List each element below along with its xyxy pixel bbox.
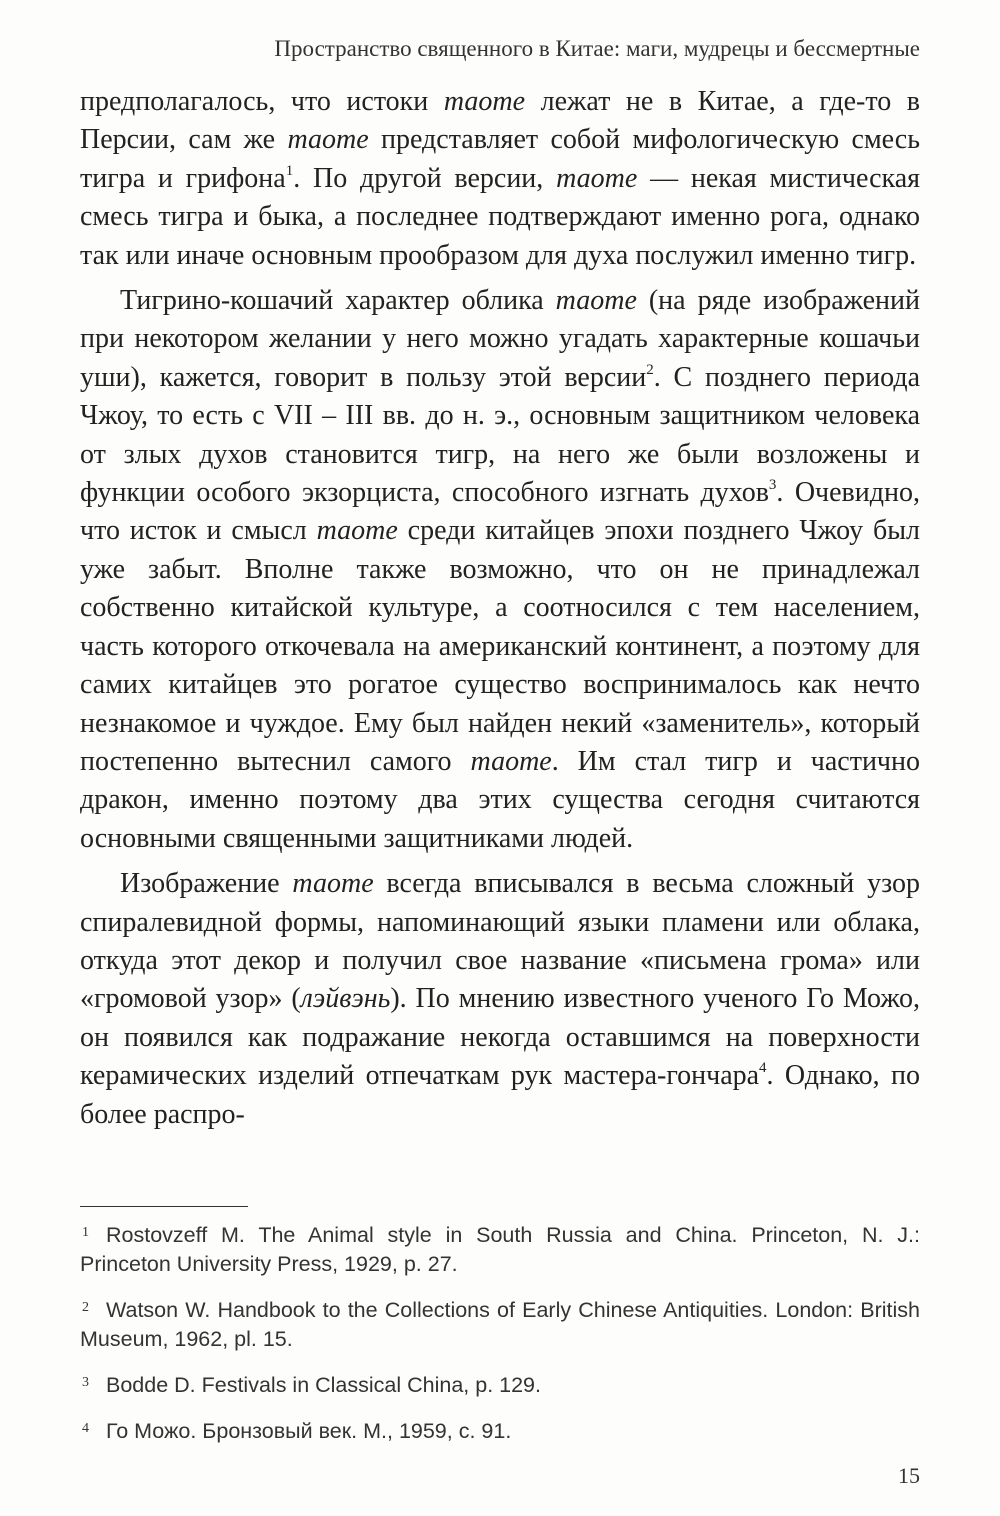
italic-term: лэйвэнь xyxy=(300,983,391,1015)
footnote-ref: 2 xyxy=(646,361,654,378)
italic-term: таоте xyxy=(443,86,526,117)
paragraph-3 xyxy=(80,865,920,1134)
footnote-number: 2 xyxy=(82,1300,89,1315)
italic-term: таоте xyxy=(555,285,637,317)
footnote-text: Bodde D. Festivals in Classical China, p. 129. xyxy=(106,1373,541,1397)
text-run: представляет собой мифологическую смесь тигра и грифона xyxy=(80,124,920,194)
footnote-ref: 3 xyxy=(768,477,777,494)
footnote-4 xyxy=(80,1414,920,1446)
footnote-number: 4 xyxy=(82,1421,89,1436)
italic-term: таоте xyxy=(292,868,374,900)
footnote-text: Watson W. Handbook to the Collections of Early Chinese Antiquities. London: British Museum, 1962, pl. 15. xyxy=(80,1298,920,1351)
text-run: . С позднего периода Чжоу, то есть с VII – III вв. до н. э., основным защитником человека от злых духов становится тигр, на него же были возложены и функции особого экзорциста, способного изгнать духов xyxy=(80,361,920,509)
text-run: . Очевидно, что исток и смысл xyxy=(80,477,920,547)
text-run: ). По мнению известного ученого Го Можо, он появился как подражание некогда оставшимся на поверхности керамических изделий отпечаткам рук мастера-гончара xyxy=(80,983,921,1092)
italic-term: таоте xyxy=(556,162,638,194)
footnote-2 xyxy=(80,1293,920,1354)
text-run: . Однако, по более распро- xyxy=(80,1060,920,1130)
footnote-text: Го Можо. Бронзовый век. М., 1959, с. 91. xyxy=(106,1419,512,1443)
text-run: среди китайцев эпохи позднего Чжоу был уже забыт. Вполне также возможно, что он не принадлежал собственно китайской культуре, а соотносился с тем населением, часть которого откочевала на американский континент, а поэтому для самих китайцев это рогатое существо воспринималось как нечто незнакомое и чуждое. Ему был найден некий «заменитель», который постепенно вытеснил самого xyxy=(80,515,920,777)
paragraph-1 xyxy=(80,83,920,275)
footnote-number: 1 xyxy=(82,1225,89,1240)
text-run: лежат не в Китае, а где-то в Персии, сам же xyxy=(80,86,921,156)
text-run: . По другой версии, xyxy=(293,162,557,194)
text-run: Тигрино-кошачий характер облика xyxy=(120,285,556,317)
italic-term: таоте xyxy=(316,515,398,547)
text-run: предполагалось, что истоки xyxy=(80,86,444,117)
footnote-number: 3 xyxy=(82,1375,89,1390)
footnote-ref: 4 xyxy=(759,1060,767,1077)
footnotes xyxy=(80,1218,920,1460)
footnote-ref: 1 xyxy=(285,162,294,179)
italic-term: таоте xyxy=(287,124,369,156)
footnote-divider xyxy=(80,1206,248,1207)
text-run: (на ряде изображений при некотором желании у него можно угадать характерные кошачьи уши), кажется, говорит в пользу этой версии xyxy=(80,285,920,393)
running-header: Пространство священного в Китае: маги, мудрецы и бессмертные xyxy=(274,36,920,61)
page-number: 15 xyxy=(898,1463,920,1488)
italic-term: таоте xyxy=(470,745,552,777)
paragraph-2 xyxy=(80,282,920,858)
footnote-1 xyxy=(80,1218,920,1279)
footnote-3 xyxy=(80,1368,920,1400)
text-run: всегда вписывался в весьма сложный узор спиралевидной формы, напоминающий языки пламени или облака, откуда этот декор и получил свое название «письмена грома» или «громовой узор» ( xyxy=(80,868,920,1015)
text-run: Изображение xyxy=(120,868,293,900)
body-text xyxy=(80,83,920,1141)
text-run: — некая мистическая смесь тигра и быка, а последнее подтверждают именно рога, однако так или иначе основным прообразом для духа послужил именно тигр. xyxy=(80,162,921,271)
footnote-text: Rostovzeff M. The Animal style in South Russia and China. Princeton, N. J.: Princeton University Press, 1929, p. 27. xyxy=(80,1223,920,1276)
text-run: . Им стал тигр и частично дракон, именно поэтому два этих существа сегодня считаются основными священными защитниками людей. xyxy=(80,745,920,854)
